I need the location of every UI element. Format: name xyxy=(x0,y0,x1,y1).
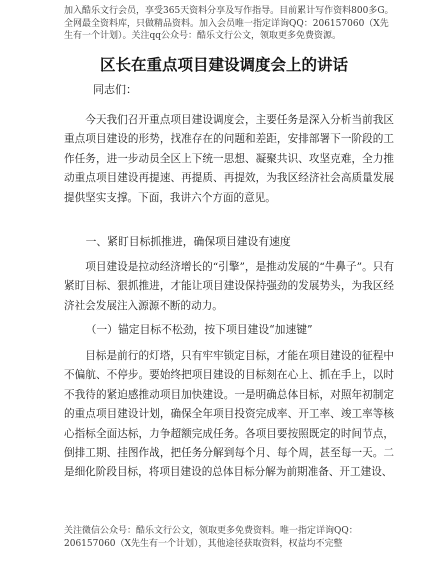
intro-paragraph: 今天我们召开重点项目建设调度会，主要任务是深入分析当前我区重点项目建设的形势，找准存在的问题和差距，安排部署下一阶段的工作任务，进一步动员全区上下统一思想、凝聚共识、攻坚克难，全力推动重点项目建设再提速、再提质、再提效，为我区经济社会高质量发展提供坚实支撑。下面，我讲六个方面的意见。 xyxy=(64,114,394,204)
salutation: 同志们： xyxy=(93,83,137,96)
document-title: 区长在重点项目建设调度会上的讲话 xyxy=(99,56,348,74)
section-1-paragraph: 项目建设是拉动经济增长的“引擎”，是推动发展的“牛鼻子”。只有紧盯目标、狠抓推进，才能让项目建设保持强劲的发展势头，为我区经济社会发展注入源源不断的动力。 xyxy=(64,261,394,312)
footer-promo-note: 关注微信公众号：酷乐文行公文，领取更多免费资料。唯一指定详询QQ：206157060（X先生有一个计划），其他途径获取资料，权益均不完整 xyxy=(64,526,358,549)
header-promo-note: 加入酷乐文行会员，享受365天资料分享及写作指导。目前累计写作资料800多G。全网最全资料库，只做精品资料。加入会员唯一指定详询QQ：206157060（X先生有一个计划）。关注qq公众号：酷乐文行公文，领取更多免费资源。 xyxy=(64,6,394,42)
subsection-1-heading: （一）锚定目标不松劲，按下项目建设“加速键” xyxy=(85,323,313,336)
section-1-heading: 一、紧盯目标抓推进，确保项目建设有速度 xyxy=(85,235,291,248)
subsection-1-paragraph: 目标是前行的灯塔，只有牢牢锁定目标，才能在项目建设的征程中不偏航、不停步。要始终把项目建设的目标刻在心上、抓在手上，以时不我待的紧迫感推动项目加快建设。一是明确总体目标，对照年初制定的重点项目建设计划，确保全年项目投资完成率、开工率、竣工率等核心指标全面达标，力争超额完成任务。各项目要按照既定的时间节点，倒排工期、挂图作战，把任务分解到每个月、每个周，甚至每一天。二是细化阶段目标，将项目建设的总体目标分解为前期准备、开工建设、 xyxy=(64,350,394,479)
